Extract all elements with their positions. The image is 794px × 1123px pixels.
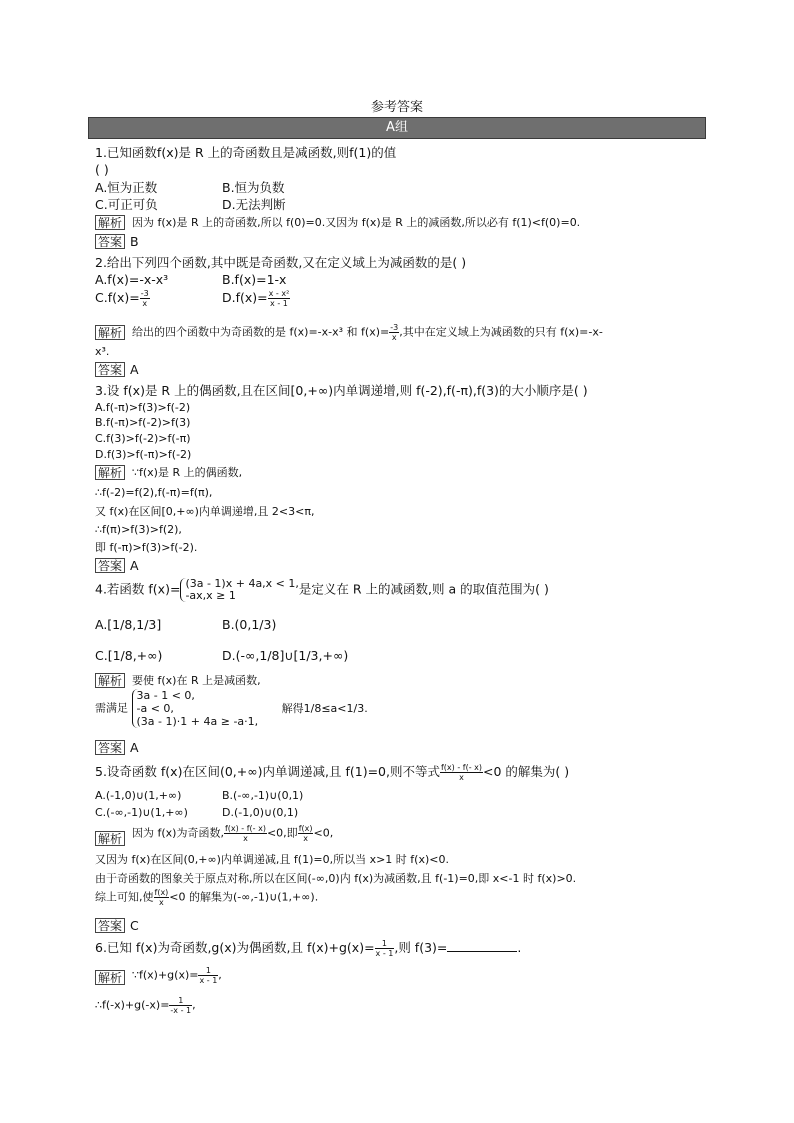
question-1-analysis: 因为 f(x)是 R 上的奇函数,所以 f(0)=0.又因为 f(x)是 R 上的减函数,所以必有 f(1)<f(0)=0. (132, 216, 581, 229)
fraction (154, 888, 170, 907)
question-1-paren: ( ) (95, 162, 109, 177)
question-2-analysis (132, 323, 603, 342)
question-3-option-d: D.f(3)>f(-π)>f(-2) (95, 448, 192, 461)
question-1-option-d: D.无法判断 (222, 197, 286, 212)
stem-text: 6.已知 f(x)为奇函数,g(x)为偶函数,且 f(x)+g(x)= (95, 940, 375, 955)
question-5-stem (95, 763, 569, 782)
fraction-numerator: f(x) (298, 824, 313, 833)
question-3-analysis-line-1: ∵f(x)是 R 上的偶函数, (132, 466, 243, 479)
option-c-prefix: C.f(x)= (95, 290, 140, 305)
analysis-text: , (192, 998, 196, 1012)
answer-tag: 答案 (95, 558, 125, 573)
stem-text: <0 的解集为( ) (482, 764, 570, 779)
fraction-denominator: -x - 1 (170, 1006, 192, 1015)
question-5-option-b: B.(-∞,-1)∪(0,1) (222, 789, 304, 802)
fraction-denominator: x - 1 (375, 949, 394, 958)
question-2-stem: 2.给出下列四个函数,其中既是奇函数,又在定义域上为减函数的是( ) (95, 255, 467, 270)
fraction-denominator: x - 1 (270, 299, 288, 308)
fraction (224, 824, 267, 843)
question-5-answer: C (130, 918, 139, 933)
fraction-denominator: x (142, 299, 148, 308)
question-3-analysis-line-5: 即 f(-π)>f(3)>f(-2). (95, 541, 198, 554)
question-2-answer: A (130, 362, 139, 377)
analysis-tag: 解析 (95, 831, 125, 846)
fraction-denominator: x (391, 333, 397, 342)
analysis-tag: 解析 (95, 673, 125, 688)
analysis-text: <0, (313, 826, 334, 840)
fraction (298, 824, 314, 843)
option-d-prefix: D.f(x)= (222, 290, 268, 305)
question-1-option-a: A.恒为正数 (95, 180, 158, 195)
analysis-text: 需满足 (95, 701, 128, 715)
fraction (140, 289, 150, 308)
fraction-numerator: f(x) (154, 888, 169, 897)
question-3-option-c: C.f(3)>f(-2)>f(-π) (95, 432, 191, 445)
analysis-text: 给出的四个函数中为奇函数的是 f(x)=-x-x³ 和 f(x)= (132, 325, 390, 339)
answer-tag: 答案 (95, 740, 125, 755)
fraction-numerator: x - x² (268, 289, 290, 298)
fraction-denominator: x (303, 834, 308, 843)
condition-3: (3a - 1)·1 + 4a ≥ -a·1, (136, 715, 259, 728)
question-3-answer: A (130, 558, 139, 573)
question-4-option-d: D.(-∞,1/8]∪[1/3,+∞) (222, 648, 349, 663)
analysis-tag: 解析 (95, 215, 125, 230)
question-5-option-d: D.(-1,0)∪(0,1) (222, 806, 299, 819)
analysis-text: <0,即 (266, 826, 298, 840)
question-3-analysis-line-2: ∴f(-2)=f(2),f(-π)=f(π), (95, 486, 213, 499)
question-1-option-c: C.可正可负 (95, 197, 158, 212)
fraction-numerator: 1 (169, 996, 192, 1006)
question-4-option-c: C.[1/8,+∞) (95, 648, 163, 663)
question-4-option-a: A.[1/8,1/3] (95, 617, 162, 632)
fraction-denominator: x (459, 773, 464, 782)
fraction-numerator: f(x) - f(- x) (440, 763, 482, 772)
answer-tag: 答案 (95, 918, 125, 933)
analysis-text: ∵f(x)+g(x)= (132, 968, 199, 982)
stem-text: 是定义在 R 上的减函数,则 a 的取值范围为( ) (298, 581, 549, 597)
question-3-option-a: A.f(-π)>f(3)>f(-2) (95, 401, 191, 414)
question-3-stem: 3.设 f(x)是 R 上的偶函数,且在区间[0,+∞)内单调递增,则 f(-2),f(-π),f(3)的大小顺序是( ) (95, 383, 588, 398)
question-6-analysis-line-1 (132, 966, 222, 985)
analysis-text: ∴f(-x)+g(-x)= (95, 998, 170, 1012)
question-1-option-b: B.恒为负数 (222, 180, 285, 195)
question-6-stem (95, 939, 521, 958)
fraction-numerator: 1 (198, 966, 218, 976)
question-2-option-d (222, 289, 290, 308)
question-2-option-a: A.f(x)=-x-x³ (95, 272, 169, 287)
piecewise-case-1: (3a - 1)x + 4a,x < 1, (185, 577, 299, 590)
question-2-option-c (95, 289, 150, 308)
page-title: 参考答案 (370, 100, 423, 115)
fraction-numerator: f(x) - f(- x) (224, 824, 266, 833)
question-4-answer: A (130, 740, 139, 755)
question-3-analysis-line-4: ∴f(π)>f(3)>f(2), (95, 523, 182, 536)
question-5-analysis-line-3: 由于奇函数的图象关于原点对称,所以在区间(-∞,0)内 f(x)为减函数,且 f(-1)=0,即 x<-1 时 f(x)>0. (95, 872, 577, 885)
question-5-option-a: A.(-1,0)∪(1,+∞) (95, 789, 182, 802)
analysis-text: 因为 f(x)为奇函数, (132, 826, 224, 840)
fraction-numerator: -3 (140, 289, 149, 298)
analysis-text: 解得1/8≤a<1/3. (281, 701, 368, 715)
question-5-analysis-line-4 (95, 888, 318, 907)
piecewise-brace (180, 578, 298, 602)
condition-1: 3a - 1 < 0, (136, 689, 195, 702)
analysis-text: 综上可知,使 (95, 890, 154, 904)
question-4-option-b: B.(0,1/3) (222, 617, 277, 632)
section-header: A组 (88, 117, 706, 139)
fraction-denominator: x (243, 834, 248, 843)
analysis-tag: 解析 (95, 970, 125, 985)
fraction (198, 966, 218, 985)
question-2-option-b: B.f(x)=1-x (222, 272, 287, 287)
question-1-answer: B (130, 234, 139, 249)
answer-tag: 答案 (95, 234, 125, 249)
question-4-analysis-system (95, 689, 368, 728)
stem-text: 4.若函数 f(x)= (95, 581, 181, 597)
question-6-analysis-line-2 (95, 996, 196, 1015)
piecewise-case-2: -ax,x ≥ 1 (185, 589, 236, 602)
analysis-tag: 解析 (95, 325, 125, 340)
question-1-stem: 1.已知函数f(x)是 R 上的奇函数且是减函数,则f(1)的值 (95, 145, 397, 160)
fraction (389, 323, 399, 342)
answer-blank (447, 940, 517, 952)
answer-tag: 答案 (95, 362, 125, 377)
question-4-analysis-line-1: 要使 f(x)在 R 上是减函数, (132, 674, 261, 687)
analysis-text: , (218, 968, 222, 982)
question-2-analysis-wrap: x³. (95, 345, 110, 358)
analysis-text: <0 的解集为(-∞,-1)∪(1,+∞). (169, 890, 319, 904)
question-5-option-c: C.(-∞,-1)∪(1,+∞) (95, 806, 188, 819)
fraction-denominator: x - 1 (199, 976, 218, 985)
question-3-analysis-line-3: 又 f(x)在区间[0,+∞)内单调递增,且 2<3<π, (95, 505, 315, 518)
stem-text: . (517, 940, 522, 955)
fraction (268, 289, 291, 308)
analysis-tag: 解析 (95, 465, 125, 480)
fraction (169, 996, 192, 1015)
stem-text: ,则 f(3)= (394, 940, 448, 955)
stem-text: 5.设奇函数 f(x)在区间(0,+∞)内单调递减,且 f(1)=0,则不等式 (95, 764, 440, 779)
fraction-numerator: 1 (375, 939, 395, 949)
fraction-denominator: x (159, 898, 164, 907)
analysis-text: ,其中在定义域上为减函数的只有 f(x)=-x- (399, 325, 603, 339)
fraction (375, 939, 395, 958)
question-5-analysis-line-1 (132, 824, 333, 843)
condition-2: -a < 0, (136, 702, 174, 715)
question-3-option-b: B.f(-π)>f(-2)>f(3) (95, 416, 191, 429)
question-4-stem (95, 578, 549, 602)
condition-brace (132, 689, 259, 728)
fraction (440, 763, 483, 782)
question-5-analysis-line-2: 又因为 f(x)在区间(0,+∞)内单调递减,且 f(1)=0,所以当 x>1 时 f(x)<0. (95, 853, 449, 866)
fraction-numerator: -3 (390, 323, 399, 332)
